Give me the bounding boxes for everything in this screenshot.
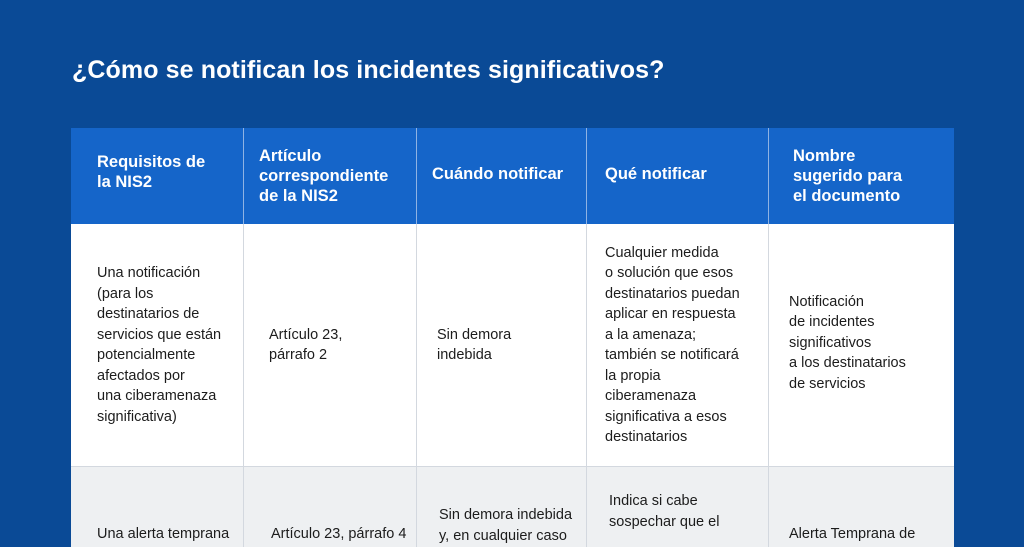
cell-text: Sin demora indebida — [437, 326, 512, 363]
header-label: Requisitos de la NIS2 — [97, 153, 206, 191]
cell-text: Sin demora indebida y, en cualquier caso — [439, 507, 573, 544]
table-row — [71, 224, 954, 467]
cell-text: Artículo 23, párrafo 2 — [269, 326, 343, 363]
cell-text: Una alerta temprana — [97, 526, 230, 542]
cell-requisito — [71, 224, 244, 466]
cell-nombre — [769, 224, 954, 466]
cell-que — [587, 224, 769, 466]
header-nombre — [769, 128, 954, 224]
header-label: Nombre sugerido para el documento — [793, 147, 903, 205]
header-que — [587, 128, 769, 224]
header-requisitos — [71, 128, 244, 224]
cell-text: Notificación de incidentes significativos a los destinatarios de servicios — [789, 293, 906, 392]
header-articulo — [244, 128, 417, 224]
header-cuando — [417, 128, 587, 224]
cell-nombre — [769, 467, 954, 547]
cell-cuando — [417, 224, 587, 466]
cell-cuando — [417, 467, 587, 547]
cell-text: Indica si cabe sospechar que el — [609, 493, 720, 530]
header-label: Qué notificar — [605, 165, 707, 183]
header-label: Cuándo notificar — [432, 165, 564, 183]
cell-requisito — [71, 467, 244, 547]
page-title: ¿Cómo se notifican los incidentes significativos? — [72, 56, 665, 84]
table-header-row — [71, 128, 954, 224]
cell-text: Alerta Temprana de — [789, 526, 916, 542]
cell-que — [587, 467, 769, 547]
header-label: Artículo correspondiente de la NIS2 — [259, 147, 389, 205]
nis2-notification-table — [71, 128, 954, 544]
table-row — [71, 467, 954, 547]
cell-text: Artículo 23, párrafo 4 — [271, 526, 407, 542]
cell-text: Una notificación (para los destinatarios de servicios que están potencialmente afectados por una ciberamenaza significativa) — [97, 265, 222, 425]
cell-articulo — [244, 224, 417, 466]
cell-articulo — [244, 467, 417, 547]
cell-text: Cualquier medida o solución que esos destinatarios puedan aplicar en respuesta a la amenaza; también se notificará la propia ciberamenaza significativa a esos destinatarios — [605, 244, 740, 445]
